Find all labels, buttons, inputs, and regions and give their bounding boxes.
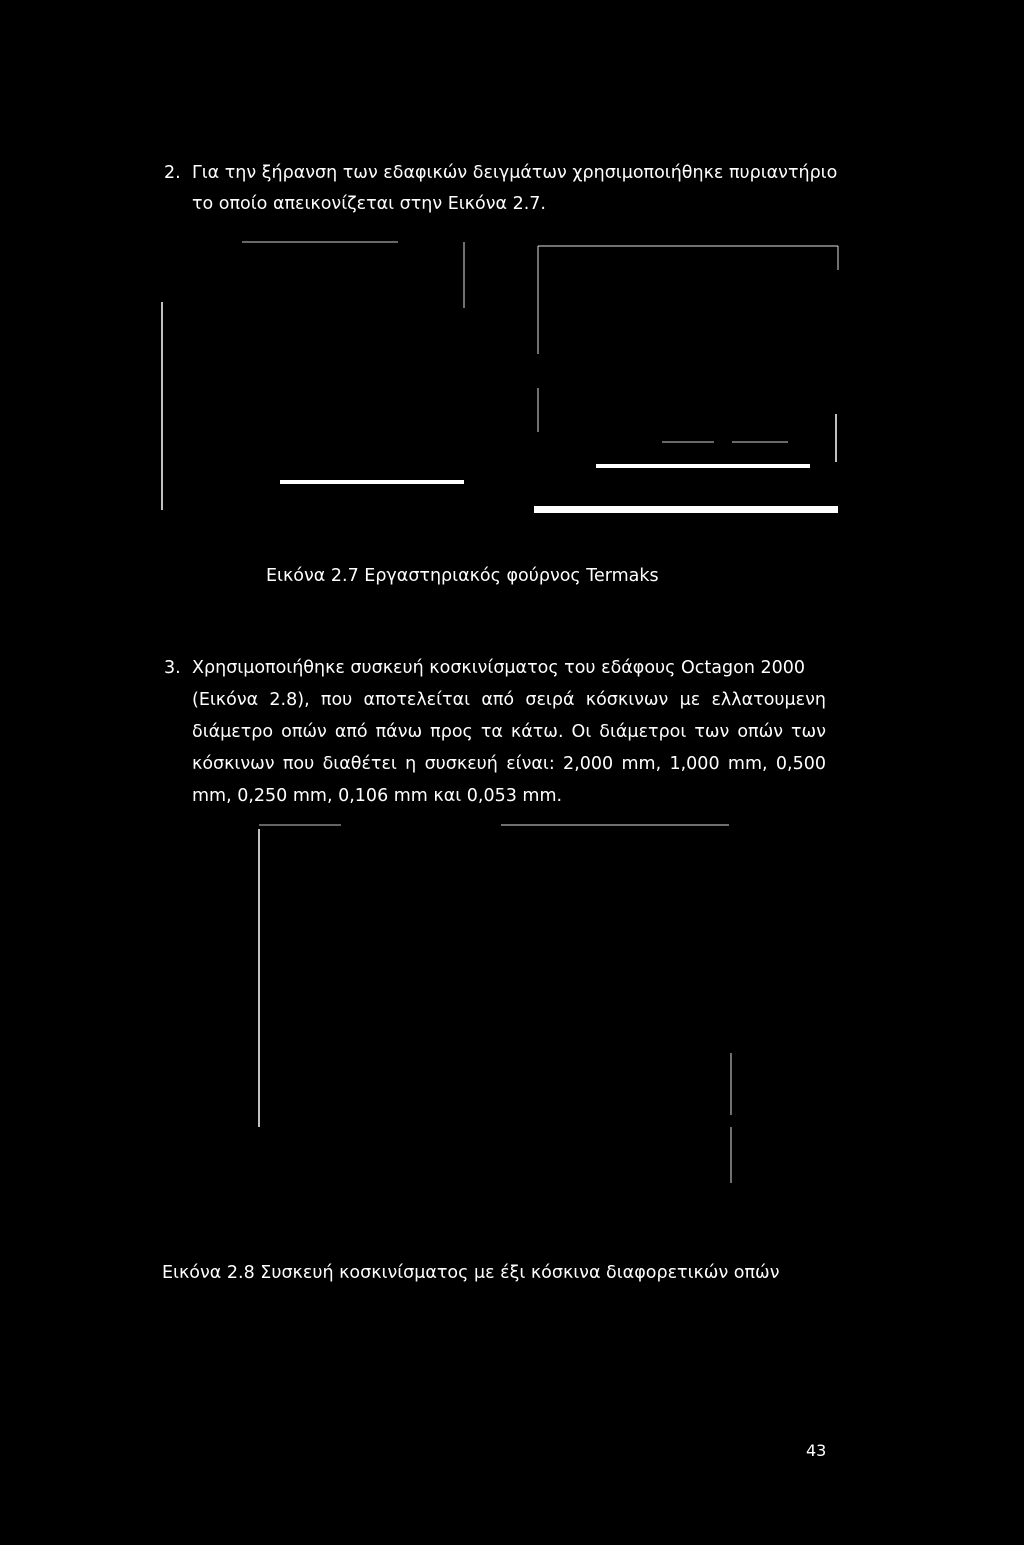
- item-3-line-4: κόσκινων που διαθέτει η συσκευή είναι: 2,000 mm, 1,000 mm, 0,500: [192, 754, 826, 774]
- item-3-number: 3.: [164, 658, 181, 678]
- page-number: 43: [806, 1441, 827, 1460]
- sieve-shaker-photo: [245, 815, 745, 1195]
- item-2-line-2: το οποίο απεικονίζεται στην Εικόνα 2.7.: [192, 194, 546, 214]
- item-3-line-2: (Εικόνα 2.8), που αποτελείται από σειρά κόσκινων με ελλατουμενη: [192, 690, 826, 710]
- figure-2-8-caption: Εικόνα 2.8 Συσκευή κοσκινίσματος με έξι κόσκινα διαφορετικών οπών: [162, 1263, 780, 1283]
- item-2-line-1: Για την ξήρανση των εδαφικών δειγμάτων χρησιμοποιήθηκε πυριαντήριο: [192, 163, 838, 183]
- oven-photo: [150, 230, 850, 520]
- item-3-line-5: mm, 0,250 mm, 0,106 mm και 0,053 mm.: [192, 786, 563, 806]
- figure-2-7-caption: Εικόνα 2.7 Εργαστηριακός φούρνος Termaks: [266, 566, 659, 586]
- item-3-line-3: διάμετρο οπών από πάνω προς τα κάτω. Οι διάμετροι των οπών των: [192, 722, 826, 742]
- item-2-number: 2.: [164, 163, 181, 183]
- item-3-line-1: Χρησιμοποιήθηκε συσκευή κοσκινίσματος του εδάφους Octagon 2000: [192, 658, 806, 678]
